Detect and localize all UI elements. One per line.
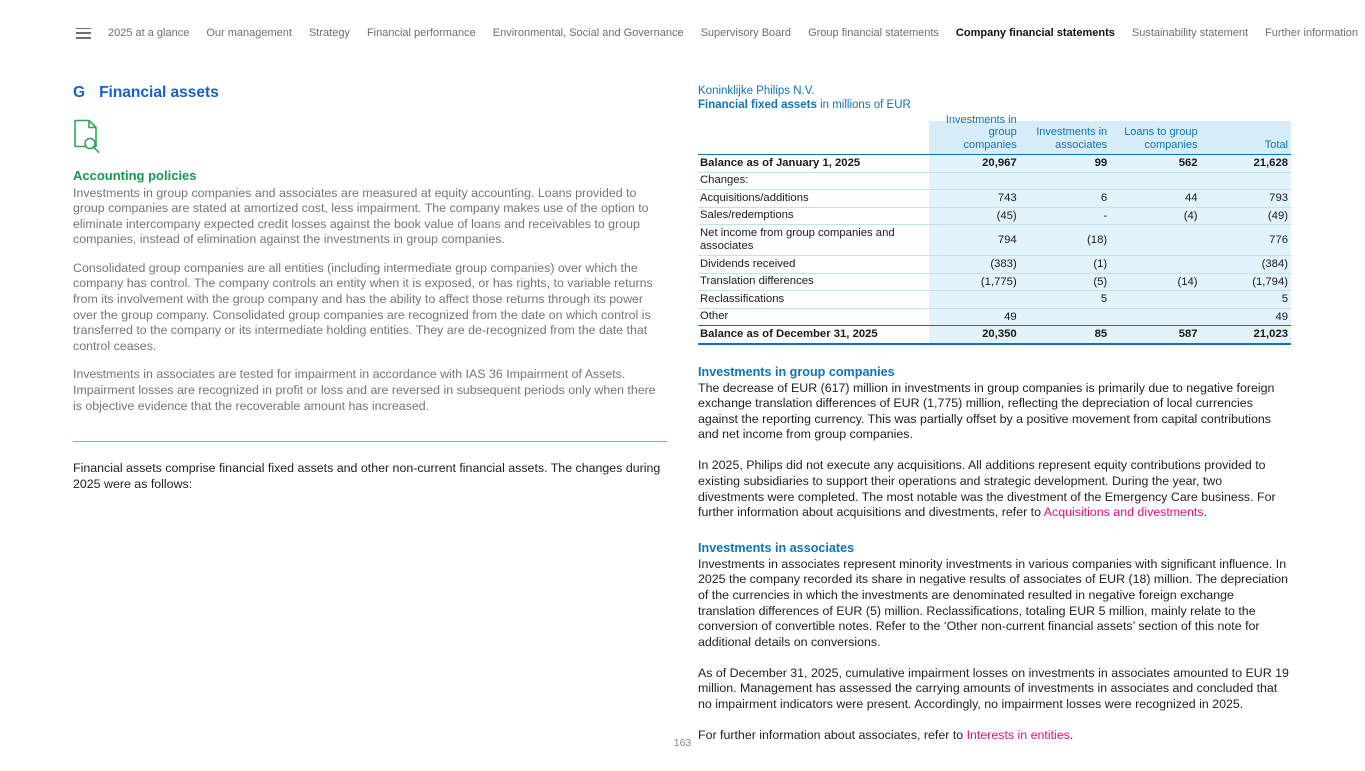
cell-value xyxy=(1020,173,1110,190)
footer xyxy=(0,733,1365,751)
table-row xyxy=(698,290,1291,308)
row-label: Balance as of January 1, 2025 xyxy=(700,156,861,169)
cell-value: 5 xyxy=(1201,291,1291,308)
nav-item-group-financial-statements[interactable]: Group financial statements xyxy=(808,27,939,39)
paragraph xyxy=(698,458,1291,520)
accounting-policies-heading: Accounting policies xyxy=(73,168,197,183)
table-row xyxy=(698,155,1291,172)
table-row xyxy=(698,308,1291,326)
column-header-total: Total xyxy=(1201,121,1291,154)
cell-value: 776 xyxy=(1201,225,1291,255)
intro-paragraph: Financial assets comprise financial fixed assets and other non-current financial assets. The changes during 2025 were as follows: xyxy=(73,461,661,491)
cell-value: 49 xyxy=(1201,309,1291,326)
table-corner-cell xyxy=(698,121,929,154)
cell-value: 587 xyxy=(1110,326,1200,343)
table-title xyxy=(698,98,1291,112)
column-header-loans-to-group-companies: Loans to group companies xyxy=(1110,121,1200,154)
cell-value: (384) xyxy=(1201,256,1291,273)
paragraph xyxy=(698,666,1291,713)
policy-paragraph: Investments in associates are tested for impairment in accordance with IAS 36 Impairment of Assets. Impairment losses are recognized in profit or loss and are reversed in subsequent periods only when there is objective evidence that the recoverable amount has increased. xyxy=(73,367,656,413)
table-title-rest: in millions of EUR xyxy=(816,99,911,111)
cell-value: (14) xyxy=(1110,274,1200,291)
cell-value: 20,350 xyxy=(929,326,1019,343)
table-row xyxy=(698,273,1291,291)
paragraph xyxy=(698,381,1291,443)
nav-item-environmental-social-and-governance[interactable]: Environmental, Social and Governance xyxy=(492,27,684,39)
table-row xyxy=(698,172,1291,190)
cell-value: (1) xyxy=(1020,256,1110,273)
cell-value: 5 xyxy=(1020,291,1110,308)
document-search-icon xyxy=(73,119,667,159)
nav-items xyxy=(108,27,1358,39)
table-body xyxy=(698,154,1291,345)
table-title-bold: Financial fixed assets xyxy=(698,99,817,111)
section-title: Financial assets xyxy=(99,84,219,101)
row-label: Reclassifications xyxy=(700,292,785,305)
left-column xyxy=(73,84,667,492)
cell-value: (1,794) xyxy=(1201,274,1291,291)
cell-value: 44 xyxy=(1110,190,1200,207)
text-run: . xyxy=(1203,505,1207,520)
table-row xyxy=(698,255,1291,273)
nav-item-sustainability-statement[interactable]: Sustainability statement xyxy=(1131,27,1249,39)
column-header-investments-in-group-companies: Investments in group companies xyxy=(929,121,1019,154)
cell-value xyxy=(929,291,1019,308)
cell-value: (18) xyxy=(1020,225,1110,255)
cell-value: (1,775) xyxy=(929,274,1019,291)
cell-value: (49) xyxy=(1201,208,1291,225)
accounting-policies-paragraphs xyxy=(73,186,667,415)
table-header-row xyxy=(698,113,1291,154)
cell-value: 794 xyxy=(929,225,1019,255)
cell-value: 49 xyxy=(929,309,1019,326)
right-sections xyxy=(698,365,1291,744)
cell-value: 743 xyxy=(929,190,1019,207)
nav-item-company-financial-statements[interactable]: Company financial statements xyxy=(955,27,1115,39)
cell-value: 21,023 xyxy=(1201,326,1291,343)
section-heading-investments-in-group-companies: Investments in group companies xyxy=(698,364,895,379)
nav-item-financial-performance[interactable]: Financial performance xyxy=(366,27,476,39)
row-label: Dividends received xyxy=(700,257,796,270)
column-header-investments-in-associates: Investments in associates xyxy=(1020,121,1110,154)
row-label: Net income from group companies and associates xyxy=(700,226,895,252)
cell-value: - xyxy=(1020,208,1110,225)
table-row xyxy=(698,189,1291,207)
section-letter: G xyxy=(73,84,86,101)
cell-value xyxy=(1110,309,1200,326)
cell-value: 21,628 xyxy=(1201,155,1291,172)
text-run: Investments in associates represent minority investments in various companies with significant influence. In 2025 the company recorded its share in negative results of associates of EUR (18) million. The depreciation of the currencies in which the investments are denominated resulted in negative foreign exchange translation differences of EUR (5) million. Reclassifications, totaling EUR 5 million, mainly relate to the conversion of convertible notes. Refer to the ‘Other non-current financial assets’ section of this note for additional details on conversions. xyxy=(698,556,1289,649)
section-heading-investments-in-associates: Investments in associates xyxy=(698,540,855,555)
text-run: As of December 31, 2025, cumulative impairment losses on investments in associates amounted to EUR 19 million. Management has assessed the carrying amounts of investments in associates and concluded that no impairment indicators were present. Accordingly, no impairment losses were recognized in 2025. xyxy=(698,665,1289,711)
link-acquisitions-and-divestments[interactable]: Acquisitions and divestments xyxy=(1043,505,1204,520)
cell-value: (4) xyxy=(1110,208,1200,225)
row-label: Sales/redemptions xyxy=(700,209,794,221)
cell-value: 85 xyxy=(1020,326,1110,343)
cell-value: 20,967 xyxy=(929,155,1019,172)
paragraph xyxy=(698,557,1291,651)
policy-paragraph: Investments in group companies and associates are measured at equity accounting. Loans provided to group companies are stated at amortized cost, less impairment. The company makes use of the option to eliminate intercompany expected credit losses against the book value of loans and receivables to group companies, instead of elimination against the investments in group companies. xyxy=(73,185,649,247)
page-number: 163 xyxy=(673,737,692,749)
cell-value: 793 xyxy=(1201,190,1291,207)
cell-value xyxy=(1020,309,1110,326)
text-run: . xyxy=(1069,728,1074,743)
top-nav xyxy=(76,27,1358,39)
nav-item-strategy[interactable]: Strategy xyxy=(308,27,350,39)
text-run: The decrease of EUR (617) million in investments in group companies is primarily due to negative foreign exchange translation differences of EUR (1,775) million, reflecting the depreciation of local currencies against the reporting currency. This was partially offset by a positive movement from capital contributions and net income from group companies. xyxy=(698,380,1275,442)
table-company: Koninklijke Philips N.V. xyxy=(698,85,815,97)
table-row xyxy=(698,207,1291,225)
nav-item-supervisory-board[interactable]: Supervisory Board xyxy=(700,27,792,39)
cell-value: (45) xyxy=(929,208,1019,225)
text-run: For further information about associates, refer to xyxy=(698,728,967,743)
nav-item-2025-at-a-glance[interactable]: 2025 at a glance xyxy=(108,27,190,39)
menu-icon[interactable] xyxy=(76,28,91,39)
row-label: Translation differences xyxy=(700,275,814,287)
cell-value: 562 xyxy=(1110,155,1200,172)
policy-paragraph: Consolidated group companies are all entities (including intermediate group companies) over which the company has control. The company controls an entity when it is exposed, or has rights, to variable returns from its involvement with the group company and has the ability to affect those returns through its power over the group company. Consolidated group companies are recognized from the date on which control is transferred to the company or its intermediate holding entities. They are de-recognized from the date that control ceases. xyxy=(73,260,653,353)
policies-divider xyxy=(73,441,667,442)
cell-value: 6 xyxy=(1020,190,1110,207)
cell-value xyxy=(1110,225,1200,255)
row-label: Balance as of December 31, 2025 xyxy=(700,327,878,340)
cell-value: (383) xyxy=(929,256,1019,273)
nav-item-our-management[interactable]: Our management xyxy=(206,27,292,39)
row-label: Changes: xyxy=(700,174,749,186)
cell-value xyxy=(1110,256,1200,273)
row-label: Acquisitions/additions xyxy=(700,191,809,204)
page-title xyxy=(73,84,667,102)
cell-value xyxy=(1110,291,1200,308)
table-row xyxy=(698,224,1291,255)
cell-value xyxy=(929,173,1019,190)
financial-table xyxy=(698,113,1291,345)
cell-value xyxy=(1110,173,1200,190)
text-run: In 2025, Philips did not execute any acquisitions. All additions represent equity contributions provided to existing subsidiaries to support their operations and strategic development. During the year, two divestments were completed. The most notable was the divestment of the Emergency Care business. For further information about acquisitions and divestments, refer to xyxy=(698,458,1276,520)
cell-value: (5) xyxy=(1020,274,1110,291)
nav-item-further-information[interactable]: Further information xyxy=(1265,27,1358,39)
cell-value: 99 xyxy=(1020,155,1110,172)
link-interests-in-entities[interactable]: Interests in entities xyxy=(966,728,1070,743)
right-column xyxy=(698,84,1291,744)
table-row xyxy=(698,325,1291,345)
cell-value xyxy=(1201,173,1291,190)
row-label: Other xyxy=(700,310,729,322)
